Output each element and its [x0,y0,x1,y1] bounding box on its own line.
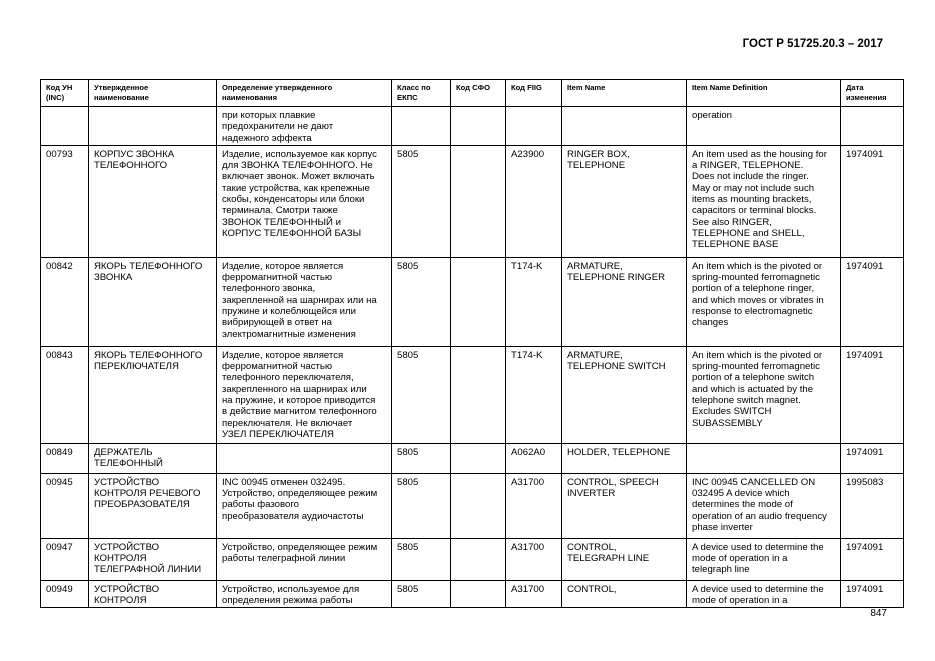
cell-item-name: CONTROL, [562,580,687,608]
cell-inc: 00947 [41,538,89,580]
cell-approved-name: ДЕРЖАТЕЛЬ ТЕЛЕФОННЫЙ [89,443,217,473]
cell-ekps-class [392,107,451,146]
cell-sfo-code [451,145,506,257]
cell-inc: 00949 [41,580,89,608]
page-number: 847 [870,608,887,619]
cell-item-name: CONTROL, TELEGRAPH LINE [562,538,687,580]
cell-item-name: ARMATURE, TELEPHONE RINGER [562,257,687,346]
table-row [41,346,904,443]
cell-item-definition: An item which is the pivoted or spring-mounted ferromagnetic portion of a telephone switch and which is actuated by the telephone switch magnet. Excludes SWITCH SUBASSEMBLY [687,346,841,443]
cell-approved-name: УСТРОЙСТВО КОНТРОЛЯ ТЕЛЕГРАФНОЙ ЛИНИИ [89,538,217,580]
column-header: Дата изменения [841,80,904,107]
cell-item-name: CONTROL, SPEECH INVERTER [562,473,687,538]
cell-ekps-class: 5805 [392,257,451,346]
cell-definition: Изделие, которое является ферромагнитной частью телефонного звонка, закрепленной на шарнирах или на пружине и колеблющейся или вибрирующей в ответ на электромагнитные изменения [217,257,392,346]
cell-inc: 00842 [41,257,89,346]
cell-fiig-code: A23900 [506,145,562,257]
cell-definition: Устройство, определяющее режим работы телеграфной линии [217,538,392,580]
cell-item-name: ARMATURE, TELEPHONE SWITCH [562,346,687,443]
cell-sfo-code [451,107,506,146]
cell-sfo-code [451,346,506,443]
cell-fiig-code: T174-K [506,257,562,346]
cell-change-date: 1974091 [841,580,904,608]
cell-item-definition [687,443,841,473]
cell-ekps-class: 5805 [392,473,451,538]
cell-approved-name: КОРПУС ЗВОНКА ТЕЛЕФОННОГО [89,145,217,257]
cell-fiig-code: A31700 [506,473,562,538]
cell-fiig-code: A31700 [506,538,562,580]
cell-ekps-class: 5805 [392,443,451,473]
cell-item-definition: INC 00945 CANCELLED ON 032495 A device which determines the mode of operation of an audio frequency phase inverter [687,473,841,538]
cell-definition: Изделие, которое является ферромагнитной частью телефонного переключателя, закрепленного на шарнирах или на пружине, и которое приводится в действие магнитом телефонного переключателя. Не включает УЗЕЛ ПЕРЕКЛЮЧАТЕЛЯ [217,346,392,443]
column-header: Класс по ЕКПС [392,80,451,107]
column-header: Код УН (INC) [41,80,89,107]
cell-definition [217,443,392,473]
cell-definition: INC 00945 отменен 032495. Устройство, определяющее режим работы фазового преобразователя аудиочастоты [217,473,392,538]
standard-code: ГОСТ Р 51725.20.3 – 2017 [742,38,883,50]
cell-inc: 00793 [41,145,89,257]
cell-fiig-code: A062A0 [506,443,562,473]
cell-item-definition: An item which is the pivoted or spring-mounted ferromagnetic portion of a telephone ringer, and which moves or vibrates in response to electromagnetic changes [687,257,841,346]
column-header: Код FIIG [506,80,562,107]
cell-inc: 00843 [41,346,89,443]
cell-approved-name: УСТРОЙСТВО КОНТРОЛЯ РЕЧЕВОГО ПРЕОБРАЗОВАТЕЛЯ [89,473,217,538]
cell-sfo-code [451,257,506,346]
column-header: Определение утвержденного наименования [217,80,392,107]
table-row [41,145,904,257]
cell-approved-name: ЯКОРЬ ТЕЛЕФОННОГО ЗВОНКА [89,257,217,346]
cell-sfo-code [451,473,506,538]
cell-ekps-class: 5805 [392,580,451,608]
table-header-row [41,80,904,107]
cell-change-date: 1995083 [841,473,904,538]
column-header: Item Name [562,80,687,107]
column-header: Item Name Definition [687,80,841,107]
cell-item-name [562,107,687,146]
cell-sfo-code [451,580,506,608]
cell-fiig-code: T174-K [506,346,562,443]
cell-inc: 00945 [41,473,89,538]
cell-item-definition: A device used to determine the mode of operation in a telegraph line [687,538,841,580]
table-row [41,107,904,146]
table-row [41,257,904,346]
cell-definition: при которых плавкие предохранители не дают надежного эффекта [217,107,392,146]
cell-change-date: 1974091 [841,443,904,473]
cell-approved-name [89,107,217,146]
table-row [41,473,904,538]
cell-sfo-code [451,443,506,473]
document-header [0,38,935,54]
cell-approved-name: ЯКОРЬ ТЕЛЕФОННОГО ПЕРЕКЛЮЧАТЕЛЯ [89,346,217,443]
cell-ekps-class: 5805 [392,538,451,580]
cell-ekps-class: 5805 [392,145,451,257]
catalog-table [40,79,904,608]
cell-item-definition: A device used to determine the mode of operation in a [687,580,841,608]
cell-inc [41,107,89,146]
table-row [41,538,904,580]
cell-item-definition: An item used as the housing for a RINGER, TELEPHONE. Does not include the ringer. May or may not include such items as mounting brackets, capacitors or terminal blocks. See also RINGER, TELEPHONE and SHELL, TELEPHONE BASE [687,145,841,257]
cell-item-definition: operation [687,107,841,146]
column-header: Утвержденное наименование [89,80,217,107]
cell-definition: Изделие, используемое как корпус для ЗВОНКА ТЕЛЕФОННОГО. Не включает звонок. Может включать такие устройства, как крепежные скобы, конденсаторы или блоки терминала. Смотри также ЗВОНОК ТЕЛЕФОННЫЙ и КОРПУС ТЕЛЕФОННОЙ БАЗЫ [217,145,392,257]
column-header: Код СФО [451,80,506,107]
cell-change-date: 1974091 [841,346,904,443]
cell-change-date [841,107,904,146]
cell-change-date: 1974091 [841,145,904,257]
table-row [41,443,904,473]
cell-fiig-code [506,107,562,146]
cell-inc: 00849 [41,443,89,473]
cell-change-date: 1974091 [841,257,904,346]
cell-sfo-code [451,538,506,580]
cell-fiig-code: A31700 [506,580,562,608]
cell-approved-name: УСТРОЙСТВО КОНТРОЛЯ [89,580,217,608]
cell-ekps-class: 5805 [392,346,451,443]
cell-change-date: 1974091 [841,538,904,580]
cell-definition: Устройство, используемое для определения режима работы [217,580,392,608]
cell-item-name: HOLDER, TELEPHONE [562,443,687,473]
table-row [41,580,904,608]
cell-item-name: RINGER BOX, TELEPHONE [562,145,687,257]
